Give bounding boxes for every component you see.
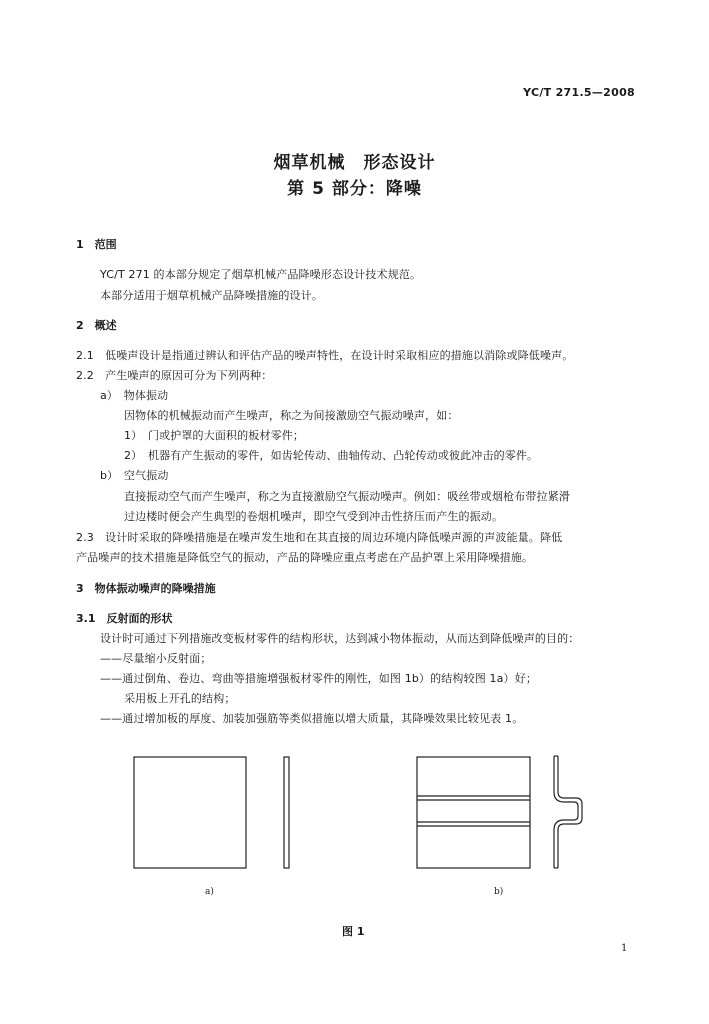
figure-label-a: a) (205, 887, 214, 897)
list-item-1: ——尽量缩小反射面； (100, 652, 212, 665)
figure-a-plate-side (284, 757, 289, 868)
list-item-4: ——通过增加板的厚度、加装加强筋等类似措施以增大质量，其降噪效果比较见表 1。 (100, 712, 524, 725)
list-item-3: 采用板上开孔的结构； (124, 692, 236, 705)
clause-2-3-line-2: 产品噪声的技术措施是降低空气的振动，产品的降噪应重点考虑在产品护罩上采用降噪措施。 (76, 551, 534, 564)
page-number: 1 (621, 943, 628, 954)
item-a-text: 因物体的机械振动而产生噪声，称之为间接激励空气振动噪声，如： (124, 409, 459, 422)
item-a-label: a） 物体振动 (100, 389, 169, 402)
list-item-2: ——通过倒角、卷边、弯曲等措施增强板材零件的刚性，如图 1b）的结构较图 1a）好； (100, 672, 538, 685)
item-b-text-2: 过边楼时便会产生典型的卷烟机噪声，即空气受到冲击性挤压而产生的振动。 (124, 510, 504, 523)
doc-title-line2: 第 5 部分：降噪 (287, 179, 422, 199)
clause-2-3-line-1: 2.3 设计时采取的降噪措施是在噪声发生地和在其直接的周边环境内降低噪声源的声波能量。降低 (76, 531, 563, 544)
clause-3-1-para: 设计时可通过下列措施改变板材零件的结构形状，达到减小物体振动，从而达到降低噪声的目的： (100, 632, 580, 645)
item-a-2: 2） 机器有产生振动的零件，如齿轮传动、曲轴传动、凸轮传动或彼此冲击的零件。 (124, 449, 539, 462)
clause-2-1: 2.1 低噪声设计是指通过辨认和评估产品的噪声特性，在设计时采取相应的措施以消除或降低噪声。 (76, 349, 574, 362)
section-1-para-2: 本部分适用于烟草机械产品降噪措施的设计。 (100, 289, 323, 302)
item-a-1: 1） 门或护罩的大面积的板材零件； (124, 429, 305, 442)
section-2-heading: 2 概述 (76, 319, 117, 332)
figure-b-plate-front (417, 757, 530, 868)
item-b-text-1: 直接振动空气而产生噪声，称之为直接激励空气振动噪声。例如：吸丝带或烟枪布带拉紧滑 (124, 490, 570, 503)
clause-3-1-heading: 3.1 反射面的形状 (76, 612, 173, 625)
figure-caption: 图 1 (342, 925, 365, 938)
section-1-para-1: YC/T 271 的本部分规定了烟草机械产品降噪形态设计技术规范。 (100, 268, 422, 281)
item-b-label: b） 空气振动 (100, 469, 169, 482)
standard-number: YC/T 271.5—2008 (523, 86, 635, 99)
section-1-heading: 1 范围 (76, 238, 117, 251)
figure-a-plate-front (134, 757, 246, 868)
doc-title-line1: 烟草机械 形态设计 (273, 153, 436, 173)
figure-label-b: b) (494, 887, 504, 897)
clause-2-2: 2.2 产生噪声的原因可分为下列两种： (76, 369, 273, 382)
section-3-heading: 3 物体振动噪声的降噪措施 (76, 582, 216, 595)
